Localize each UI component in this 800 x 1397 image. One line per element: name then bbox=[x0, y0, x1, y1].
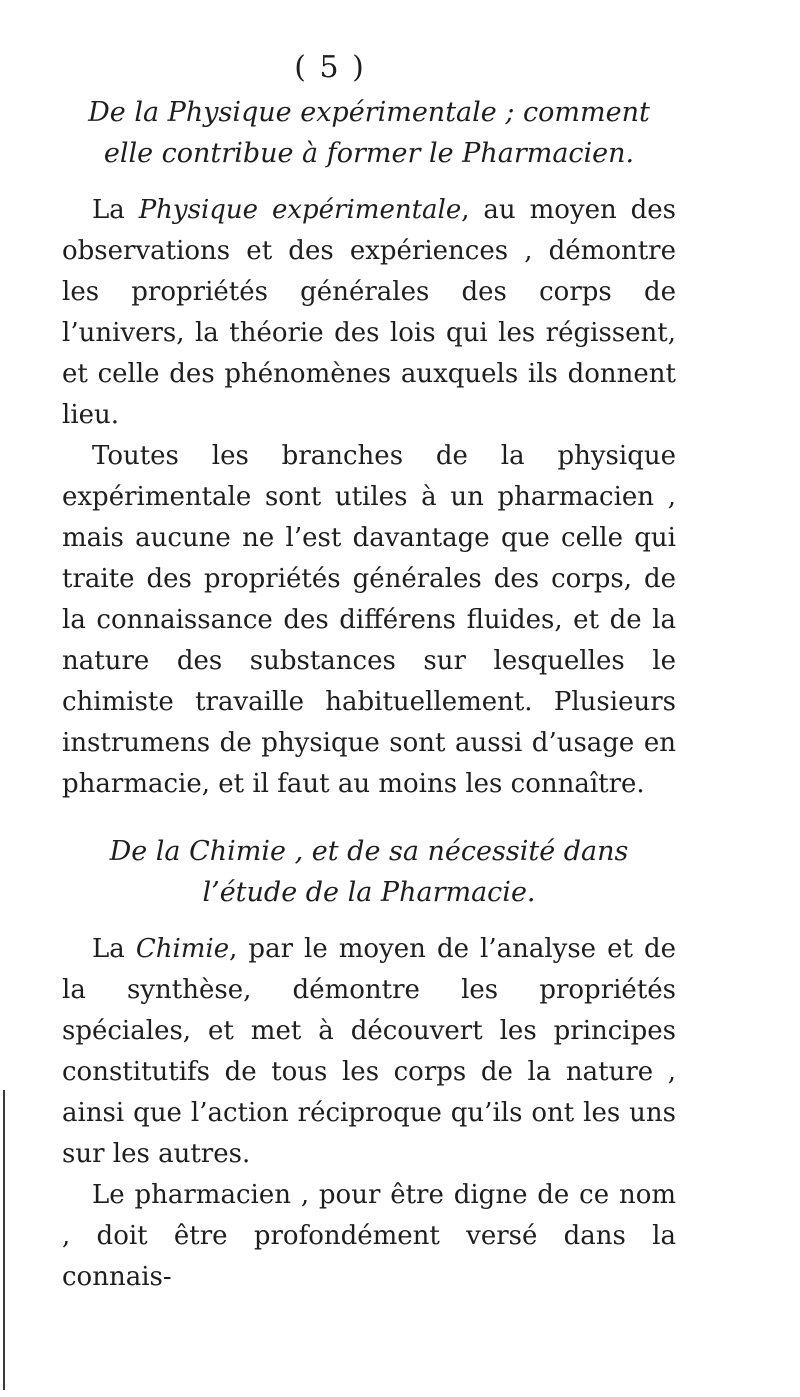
page-body bbox=[62, 92, 676, 1298]
paragraph-physique-definition bbox=[62, 190, 676, 436]
section-heading-physique: De la Physique expérimentale ; comment elle contribue à former le Pharmacien. bbox=[88, 97, 650, 169]
term-chimie: Chimie bbox=[135, 934, 230, 964]
paragraph-physique-branches: Toutes les branches de la physique expérimentale sont utiles à un pharmacien , mais aucune ne l’est davantage que celle qui traite des propriétés générales des corps, de la connaissance des différens fluides, et de la nature des substances sur lesquelles le chimiste travaille habituellement. Plusieurs instrumens de physique sont aussi d’usage en pharmacie, et il faut au moins les connaître. bbox=[62, 441, 676, 799]
paragraph-lead: La bbox=[92, 195, 139, 225]
section-heading-chimie: De la Chimie , et de sa nécessité dans l’étude de la Pharmacie. bbox=[109, 836, 629, 908]
paragraph-pharmacien: Le pharmacien , pour être digne de ce nom , doit être profondément versé dans la connais- bbox=[62, 1180, 676, 1292]
page-edge-rule bbox=[3, 1090, 5, 1390]
paragraph-lead: La bbox=[92, 934, 136, 964]
paragraph-chimie-definition bbox=[62, 929, 676, 1175]
term-physique-experimentale: Physique expérimentale bbox=[138, 195, 462, 225]
paragraph-rest: , par le moyen de l’analyse et de la synthèse, démontre les propriétés spéciales, et met à découvert les principes constitutifs de tous les corps de la nature , ainsi que l’action réciproque qu’ils ont les uns sur les autres. bbox=[62, 934, 677, 1169]
paragraph-rest: , au moyen des observations et des expériences , démontre les propriétés générales des corps de l’univers, la théorie des lois qui les régissent, et celle des phénomènes auxquels ils donnent lieu. bbox=[62, 195, 676, 430]
page-number: ( 5 ) bbox=[294, 50, 366, 85]
